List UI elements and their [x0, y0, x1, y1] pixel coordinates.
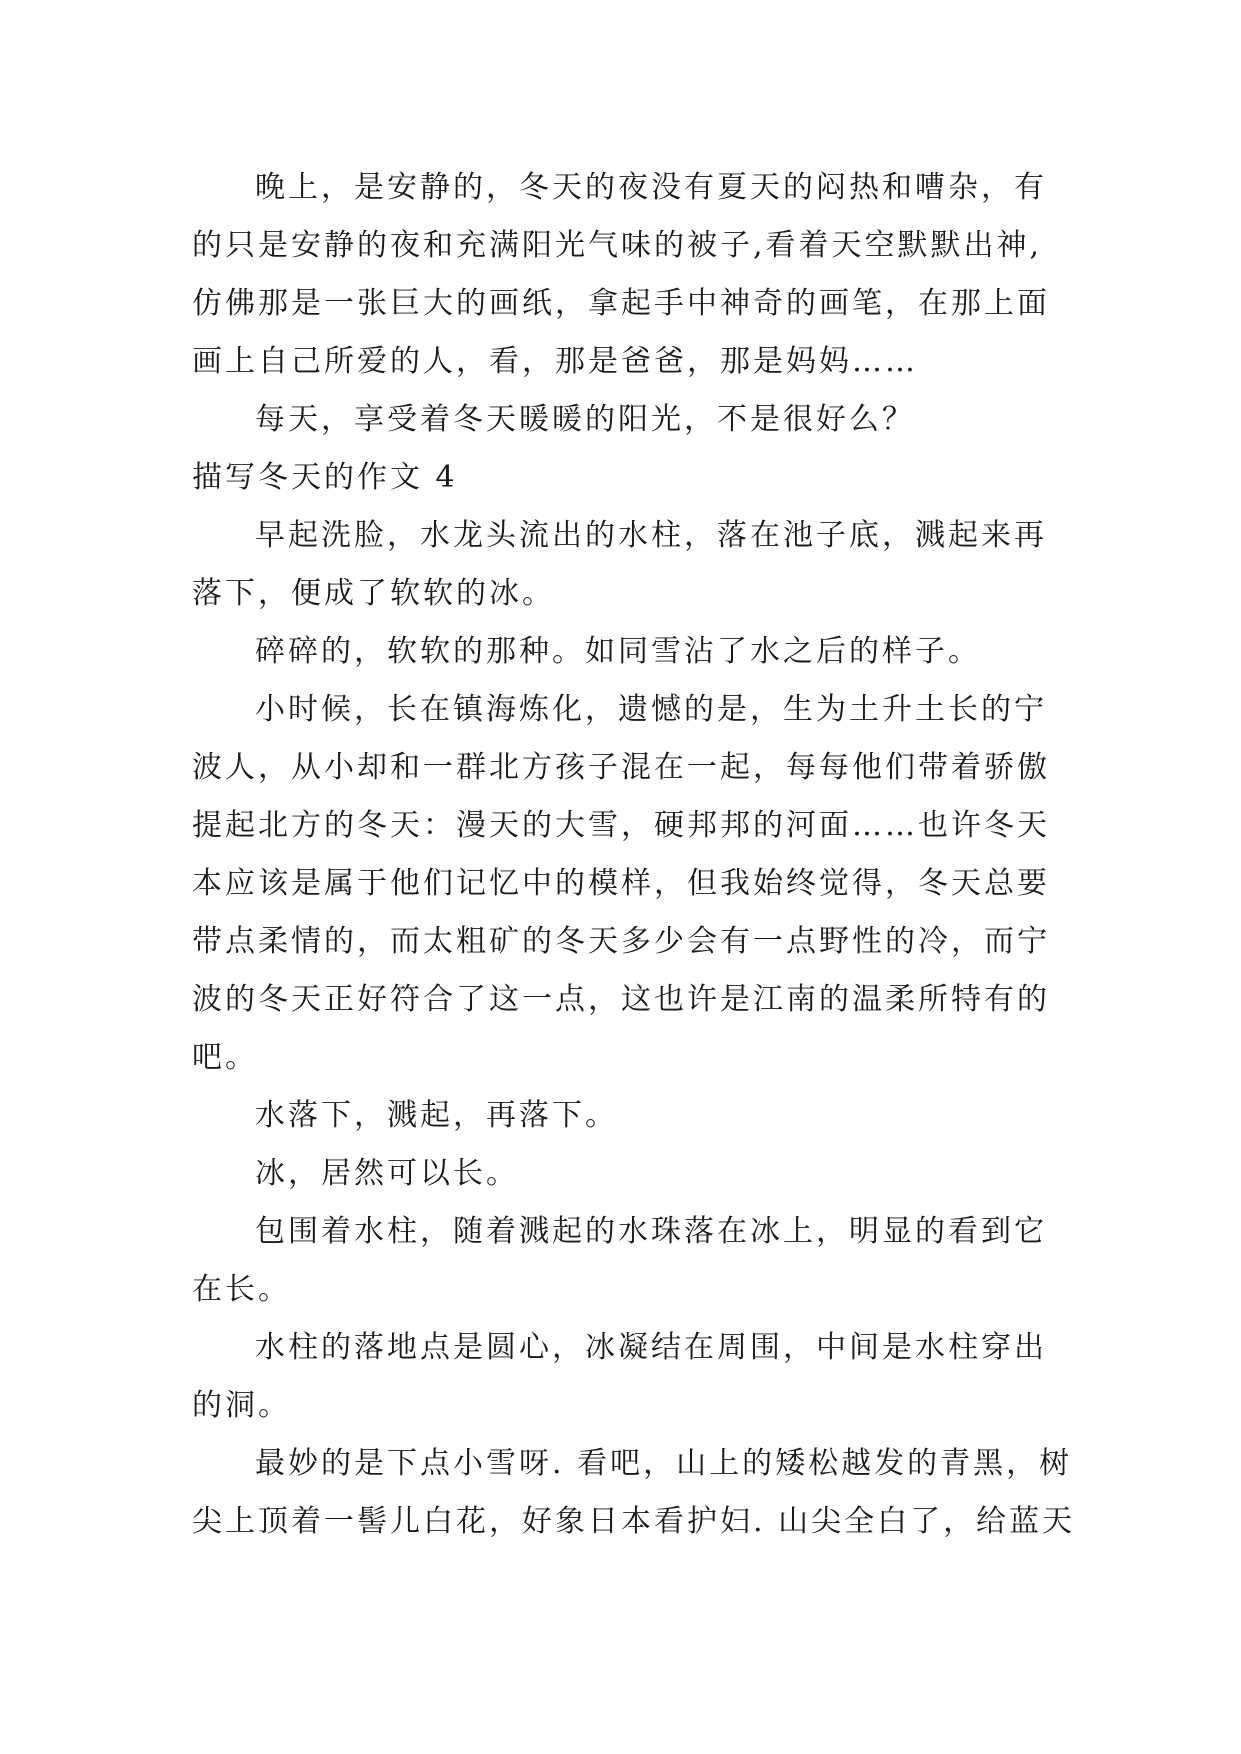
- paragraph-line: 带点柔情的，而太粗矿的冬天多少会有一点野性的冷，而宁: [192, 924, 1050, 959]
- paragraph-line: 波人，从小却和一群北方孩子混在一起，每每他们带着骄傲: [192, 750, 1050, 785]
- paragraph-line: 的洞。: [192, 1388, 291, 1423]
- paragraph-line: 晚上，是安静的，冬天的夜没有夏天的闷热和嘈杂，有: [255, 170, 1047, 205]
- paragraph-line: 水柱的落地点是圆心，冰凝结在周围，中间是水柱穿出: [255, 1330, 1047, 1365]
- paragraph-line: 冰，居然可以长。: [255, 1156, 519, 1191]
- paragraph-line: 波的冬天正好符合了这一点，这也许是江南的温柔所特有的: [192, 982, 1050, 1017]
- paragraph-line: 在长。: [192, 1272, 291, 1307]
- paragraph-line: 碎碎的，软软的那种。如同雪沾了水之后的样子。: [255, 634, 981, 669]
- paragraph-line: 每天，享受着冬天暖暖的阳光，不是很好么？: [255, 402, 915, 437]
- paragraph-line: 最妙的是下点小雪呀. 看吧，山上的矮松越发的青黑，树: [255, 1446, 1073, 1481]
- paragraph-line: 的只是安静的夜和充满阳光气味的被子,看着天空默默出神,: [192, 228, 1043, 263]
- paragraph-line: 小时候，长在镇海炼化，遗憾的是，生为土升土长的宁: [255, 692, 1047, 727]
- paragraph-line: 尖上顶着一髻儿白花，好象日本看护妇. 山尖全白了，给蓝天: [192, 1504, 1076, 1539]
- paragraph-line: 提起北方的冬天：漫天的大雪，硬邦邦的河面……也许冬天: [192, 808, 1050, 843]
- paragraph-line: 包围着水柱，随着溅起的水珠落在冰上，明显的看到它: [255, 1214, 1047, 1249]
- paragraph-line: 早起洗脸，水龙头流出的水柱，落在池子底，溅起来再: [255, 518, 1047, 553]
- paragraph-line: 画上自己所爱的人，看，那是爸爸，那是妈妈……: [192, 344, 918, 379]
- paragraph-line: 吧。: [192, 1040, 258, 1075]
- section-heading: 描写冬天的作文 4: [192, 460, 458, 495]
- paragraph-line: 水落下，溅起，再落下。: [255, 1098, 618, 1133]
- paragraph-line: 本应该是属于他们记忆中的模样，但我始终觉得，冬天总要: [192, 866, 1050, 901]
- paragraph-line: 落下，便成了软软的冰。: [192, 576, 555, 611]
- paragraph-line: 仿佛那是一张巨大的画纸，拿起手中神奇的画笔，在那上面: [192, 286, 1050, 321]
